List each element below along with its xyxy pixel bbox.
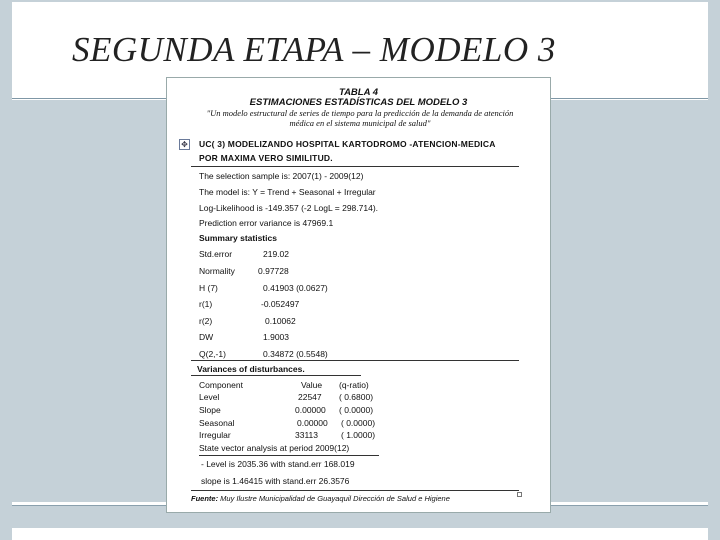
var-ratio: ( 0.0000) xyxy=(339,405,374,415)
caption-line-1: "Un modelo estructural de series de tiempo para la predicción de la demanda de atención xyxy=(206,108,514,118)
model-header: UC( 3) MODELIZANDO HOSPITAL KARTODROMO -ATENCION-MEDICA xyxy=(199,139,496,149)
info-loglik: Log-Likelihood is -149.357 (-2 LogL = 298.714). xyxy=(199,203,379,213)
stat-value: 0.97728 xyxy=(258,266,289,276)
stat-name: r(2) xyxy=(199,316,213,326)
stat-value: 219.02 xyxy=(263,249,289,259)
table-title: TABLA 4 xyxy=(338,87,379,98)
var-value: 22547 xyxy=(298,392,322,402)
var-header-component: Component xyxy=(199,380,243,390)
caption-line-2: médica en el sistema municipal de salud" xyxy=(289,118,431,128)
method-header: POR MAXIMA VERO SIMILITUD. xyxy=(199,153,333,163)
var-ratio: ( 0.6800) xyxy=(339,392,374,402)
stat-name: Q(2,-1) xyxy=(199,349,226,359)
stat-value: 0.34872 (0.5548) xyxy=(263,349,328,359)
var-component: Irregular xyxy=(199,430,231,440)
var-ratio: ( 0.0000) xyxy=(341,418,376,428)
right-frame-band xyxy=(708,0,720,540)
var-component: Seasonal xyxy=(199,418,235,428)
stat-name: Std.error xyxy=(199,249,233,259)
info-model: The model is: Y = Trend + Seasonal + Irregular xyxy=(199,187,376,197)
stat-value: 0.10062 xyxy=(265,316,296,326)
stat-value: 1.9003 xyxy=(263,332,289,342)
var-ratio: ( 1.0000) xyxy=(341,430,376,440)
divider xyxy=(199,455,379,456)
divider xyxy=(191,166,519,167)
info-sample: The selection sample is: 2007(1) - 2009(12) xyxy=(199,171,364,181)
stat-value: 0.41903 (0.0627) xyxy=(263,283,328,293)
var-value: 0.00000 xyxy=(297,418,328,428)
stat-name: r(1) xyxy=(199,299,213,309)
divider xyxy=(191,375,361,376)
source-note xyxy=(191,494,450,503)
results-table-image xyxy=(166,77,551,513)
state-vector-line: State vector analysis at period 2009(12) xyxy=(199,443,350,453)
var-value: 33113 xyxy=(295,430,319,440)
stat-name: H (7) xyxy=(199,283,218,293)
var-component: Level xyxy=(199,392,220,402)
stat-name: DW xyxy=(199,332,214,342)
divider xyxy=(191,490,519,491)
var-value: 0.00000 xyxy=(295,405,326,415)
variances-title: Variances of disturbances. xyxy=(197,364,305,374)
state-level-line: - Level is 2035.36 with stand.err 168.019 xyxy=(201,459,355,469)
source-label: Fuente: xyxy=(191,494,219,503)
slide-title: SEGUNDA ETAPA – MODELO 3 xyxy=(72,30,556,69)
left-frame-band xyxy=(0,0,12,540)
stat-name: Normality xyxy=(199,266,235,276)
var-header-ratio: (q-ratio) xyxy=(339,380,369,390)
summary-title: Summary statistics xyxy=(199,233,277,243)
move-handle-icon[interactable]: ✥ xyxy=(179,139,190,150)
divider xyxy=(191,360,519,361)
table-subtitle: ESTIMACIONES ESTADÍSTICAS DEL MODELO 3 xyxy=(249,97,468,108)
state-slope-line: slope is 1.46415 with stand.err 26.3576 xyxy=(201,476,350,486)
stat-value: -0.052497 xyxy=(261,299,300,309)
var-header-value: Value xyxy=(301,380,323,390)
top-band xyxy=(12,0,708,2)
var-component: Slope xyxy=(199,405,221,415)
info-pev: Prediction error variance is 47969.1 xyxy=(199,218,334,228)
source-text: Muy Ilustre Municipalidad de Guayaquil Dirección de Salud e Higiene xyxy=(218,494,450,503)
corner-marker xyxy=(517,492,522,497)
